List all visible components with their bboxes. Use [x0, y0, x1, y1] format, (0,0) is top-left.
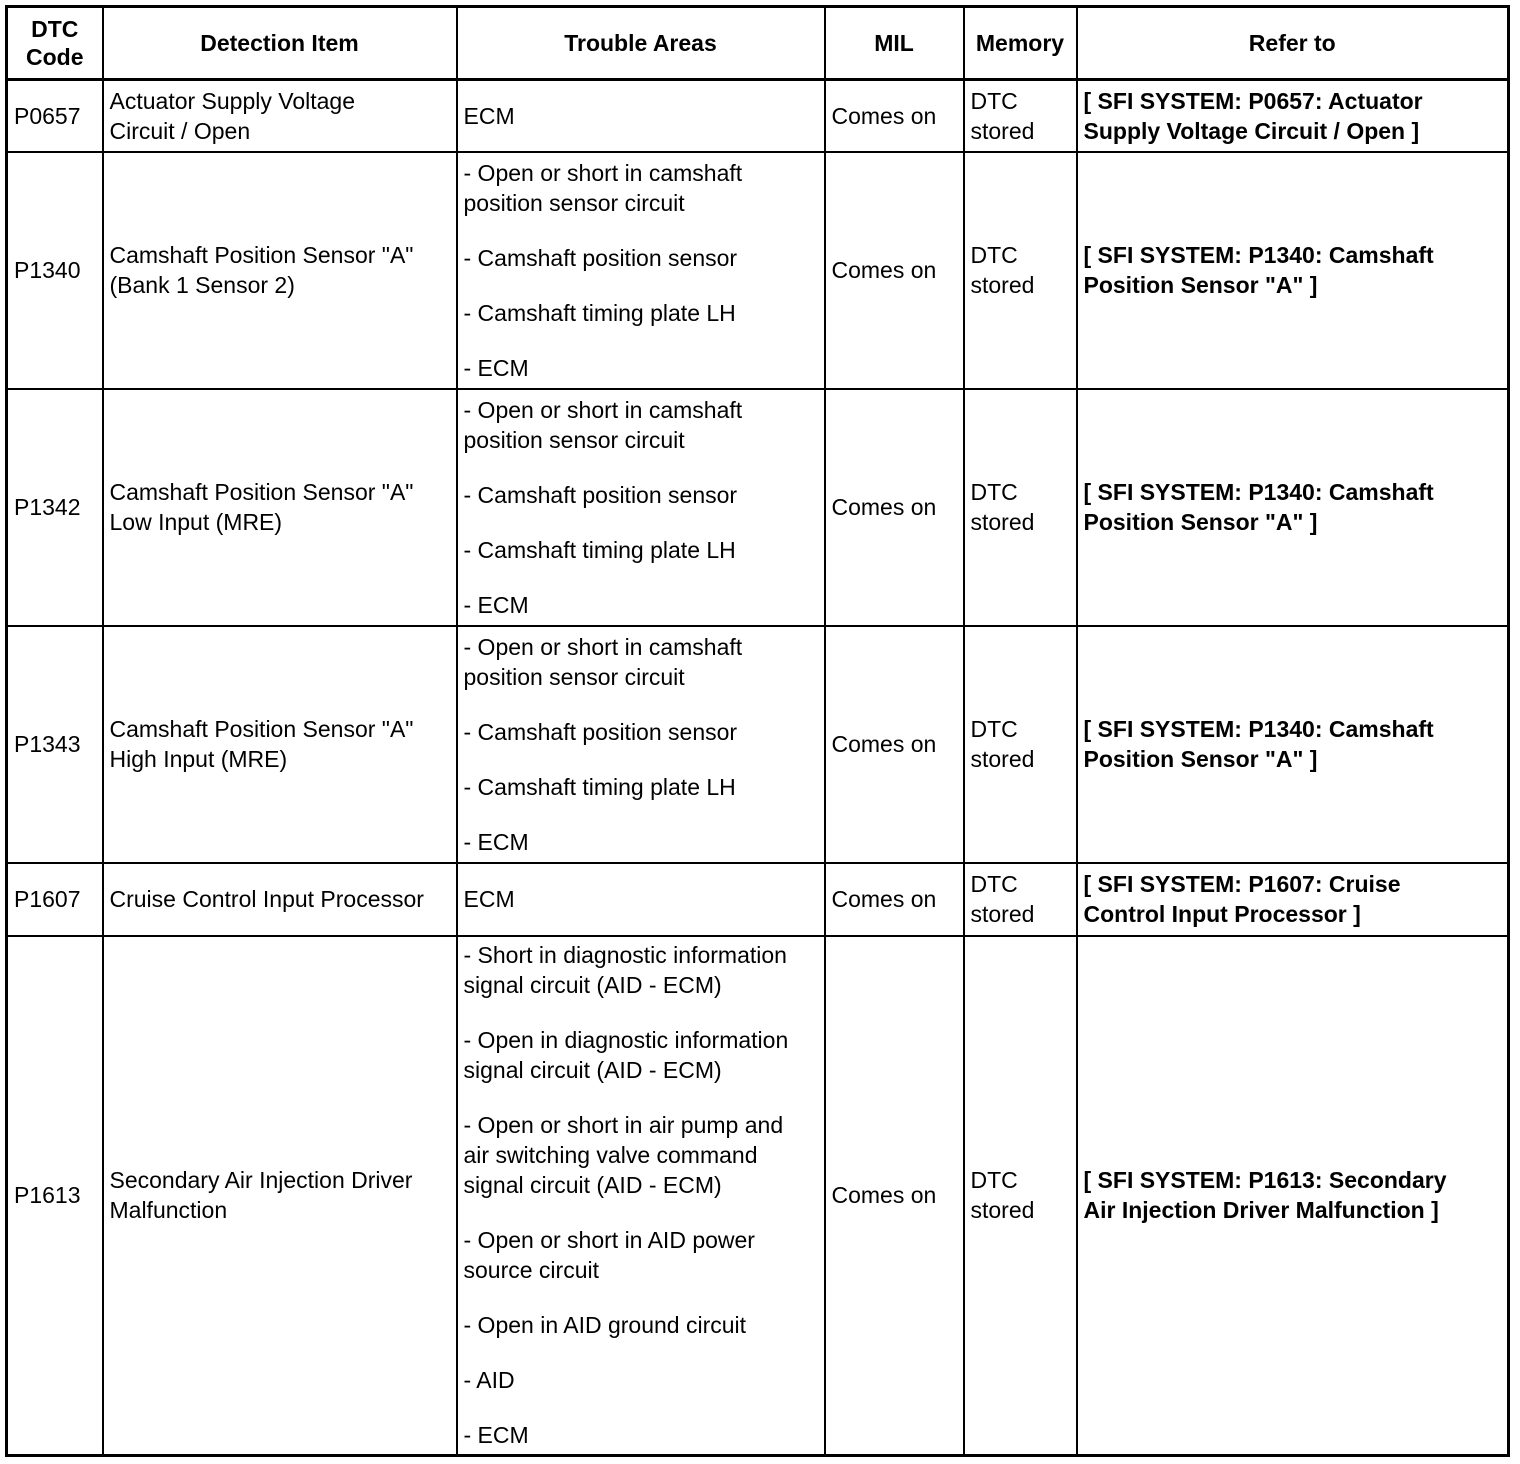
- trouble-area-item: - Camshaft timing plate LH: [463, 773, 736, 800]
- trouble-area-item: - Open or short in camshaft position sensor circuit: [463, 633, 743, 690]
- trouble-area-item: - Open or short in camshaft position sensor circuit: [463, 396, 743, 453]
- refer-to-cell: [ SFI SYSTEM: P1340: Camshaft Position Sensor "A" ]: [1077, 152, 1509, 389]
- trouble-area-item: - ECM: [463, 591, 529, 618]
- table-row: [7, 936, 1509, 1456]
- trouble-area-item: - AID: [463, 1367, 515, 1394]
- memory-cell: DTC stored: [964, 389, 1077, 626]
- trouble-area-item: - Short in diagnostic information signal circuit (AID - ECM): [463, 942, 787, 999]
- trouble-area-item: - Open or short in AID power source circuit: [463, 1227, 755, 1284]
- mil-cell: Comes on: [825, 863, 964, 936]
- header-refer-to: Refer to: [1077, 7, 1509, 80]
- trouble-area-item: - Open or short in camshaft position sensor circuit: [463, 159, 743, 216]
- mil-cell: Comes on: [825, 80, 964, 152]
- refer-to-cell: [ SFI SYSTEM: P0657: Actuator Supply Voltage Circuit / Open ]: [1077, 80, 1509, 152]
- trouble-area-item: - ECM: [463, 354, 529, 381]
- memory-cell: DTC stored: [964, 80, 1077, 152]
- header-detection-item: Detection Item: [103, 7, 457, 80]
- detection-item-cell: Cruise Control Input Processor: [103, 863, 457, 936]
- mil-cell: Comes on: [825, 152, 964, 389]
- table-row: [7, 626, 1509, 863]
- refer-to-cell: [ SFI SYSTEM: P1340: Camshaft Position Sensor "A" ]: [1077, 389, 1509, 626]
- dtc-code-cell: P1340: [7, 152, 103, 389]
- trouble-areas-cell: [457, 152, 825, 389]
- dtc-code-cell: P1342: [7, 389, 103, 626]
- trouble-area-item: - Camshaft position sensor: [463, 718, 738, 745]
- detection-item-cell: Secondary Air Injection Driver Malfunction: [103, 936, 457, 1456]
- trouble-area-item: - Camshaft timing plate LH: [463, 299, 736, 326]
- memory-cell: DTC stored: [964, 152, 1077, 389]
- mil-cell: Comes on: [825, 626, 964, 863]
- detection-item-cell: Camshaft Position Sensor "A" (Bank 1 Sensor 2): [103, 152, 457, 389]
- trouble-area-item: - ECM: [463, 1422, 529, 1449]
- mil-cell: Comes on: [825, 389, 964, 626]
- trouble-area-item: - ECM: [463, 828, 529, 855]
- trouble-areas-cell: [457, 389, 825, 626]
- detection-item-cell: Camshaft Position Sensor "A" High Input (MRE): [103, 626, 457, 863]
- trouble-areas-cell: [457, 626, 825, 863]
- trouble-area-item: - Open in diagnostic information signal circuit (AID - ECM): [463, 1027, 789, 1084]
- trouble-areas-cell: [457, 936, 825, 1456]
- table-row: [7, 80, 1509, 152]
- trouble-area-item: - Open in AID ground circuit: [463, 1312, 747, 1339]
- dtc-code-cell: P1607: [7, 863, 103, 936]
- header-memory: Memory: [964, 7, 1077, 80]
- refer-to-cell: [ SFI SYSTEM: P1613: Secondary Air Injection Driver Malfunction ]: [1077, 936, 1509, 1456]
- trouble-areas-cell: ECM: [457, 80, 825, 152]
- memory-cell: DTC stored: [964, 863, 1077, 936]
- trouble-area-item: - Open or short in air pump and air switching valve command signal circuit (AID - ECM): [463, 1112, 784, 1199]
- memory-cell: DTC stored: [964, 626, 1077, 863]
- dtc-code-cell: P1343: [7, 626, 103, 863]
- trouble-area-item: - Camshaft position sensor: [463, 244, 738, 271]
- detection-item-cell: Camshaft Position Sensor "A" Low Input (MRE): [103, 389, 457, 626]
- table-row: [7, 152, 1509, 389]
- dtc-code-cell: P0657: [7, 80, 103, 152]
- table-row: [7, 389, 1509, 626]
- header-trouble-areas: Trouble Areas: [457, 7, 825, 80]
- detection-item-cell: Actuator Supply Voltage Circuit / Open: [103, 80, 457, 152]
- trouble-areas-cell: ECM: [457, 863, 825, 936]
- refer-to-cell: [ SFI SYSTEM: P1340: Camshaft Position Sensor "A" ]: [1077, 626, 1509, 863]
- memory-cell: DTC stored: [964, 936, 1077, 1456]
- dtc-code-cell: P1613: [7, 936, 103, 1456]
- header-mil: MIL: [825, 7, 964, 80]
- refer-to-cell: [ SFI SYSTEM: P1607: Cruise Control Input Processor ]: [1077, 863, 1509, 936]
- trouble-area-item: - Camshaft timing plate LH: [463, 536, 736, 563]
- header-dtc-code: DTC Code: [7, 7, 103, 80]
- table-header-row: [7, 7, 1509, 80]
- mil-cell: Comes on: [825, 936, 964, 1456]
- trouble-area-item: - Camshaft position sensor: [463, 481, 738, 508]
- dtc-table: [5, 5, 1510, 1457]
- table-row: [7, 863, 1509, 936]
